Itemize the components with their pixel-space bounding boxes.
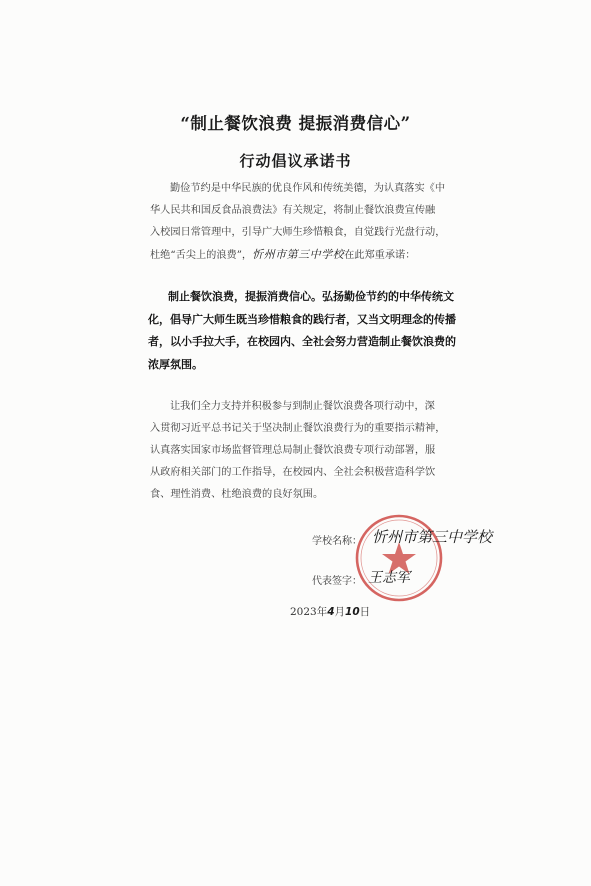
paragraph-line: 浓厚氛围。 bbox=[148, 357, 203, 371]
school-name-label: 学校名称： bbox=[312, 536, 362, 547]
paragraph-line: 者，以小手拉大手，在校园内、全社会努力营造制止餐饮浪费的 bbox=[148, 335, 456, 348]
handwritten-school-name: 忻州市第三中学校 bbox=[252, 248, 345, 261]
paragraph-intro bbox=[150, 178, 446, 267]
paragraph-line: 食、理性消费、杜绝浪费的良好氛围。 bbox=[150, 489, 324, 500]
paragraph-line: 入校园日常管理中，引导广大师生珍惜粮食，自觉践行光盘行动， bbox=[150, 227, 446, 238]
paragraph-line-suffix: 在此郑重承诺： bbox=[344, 250, 416, 261]
document-date bbox=[290, 604, 370, 619]
document-title: “制止餐饮浪费 提振消费信心” bbox=[180, 114, 411, 133]
handwritten-representative-signature: 王志军 bbox=[368, 570, 410, 586]
date-month: 4 bbox=[327, 606, 335, 618]
paragraph-line: 化，倡导广大师生既当珍惜粮食的践行者，又当文明理念的传播 bbox=[148, 312, 456, 326]
paragraph-closing bbox=[150, 396, 446, 506]
paragraph-line: 认真落实国家市场监督管理总局制止餐饮浪费专项行动部署，服 bbox=[150, 445, 436, 456]
paragraph-line: 入贯彻习近平总书记关于坚决制止餐饮浪费行为的重要指示精神， bbox=[150, 423, 446, 434]
paragraph-line-prefix: 杜绝“舌尖上的浪费”， bbox=[150, 250, 253, 261]
paragraph-line: 勤俭节约是中华民族的优良作风和传统美德，为认真落实《中 bbox=[170, 183, 446, 194]
paragraph-line: 让我们全力支持并积极参与到制止餐饮浪费各项行动中，深 bbox=[170, 401, 435, 412]
paragraph-line: 华人民共和国反食品浪费法》有关规定，将制止餐饮浪费宣传融 bbox=[150, 205, 436, 216]
date-month-unit: 月 bbox=[334, 606, 346, 618]
date-year: 2023年 bbox=[290, 606, 328, 618]
representative-label: 代表签字： bbox=[312, 576, 362, 587]
paragraph-line: 制止餐饮浪费，提振消费信心。弘扬勤俭节约的中华传统文 bbox=[168, 290, 454, 303]
document-subtitle: 行动倡议承诺书 bbox=[239, 152, 352, 170]
date-day-unit: 日 bbox=[359, 606, 371, 618]
paragraph-line bbox=[150, 244, 435, 267]
date-day: 10 bbox=[345, 606, 360, 618]
handwritten-school-signature: 忻州市第三中学校 bbox=[372, 528, 493, 546]
paragraph-commitment bbox=[148, 286, 456, 376]
paragraph-line: 从政府相关部门的工作指导，在校园内、全社会积极营造科学饮 bbox=[150, 467, 436, 478]
